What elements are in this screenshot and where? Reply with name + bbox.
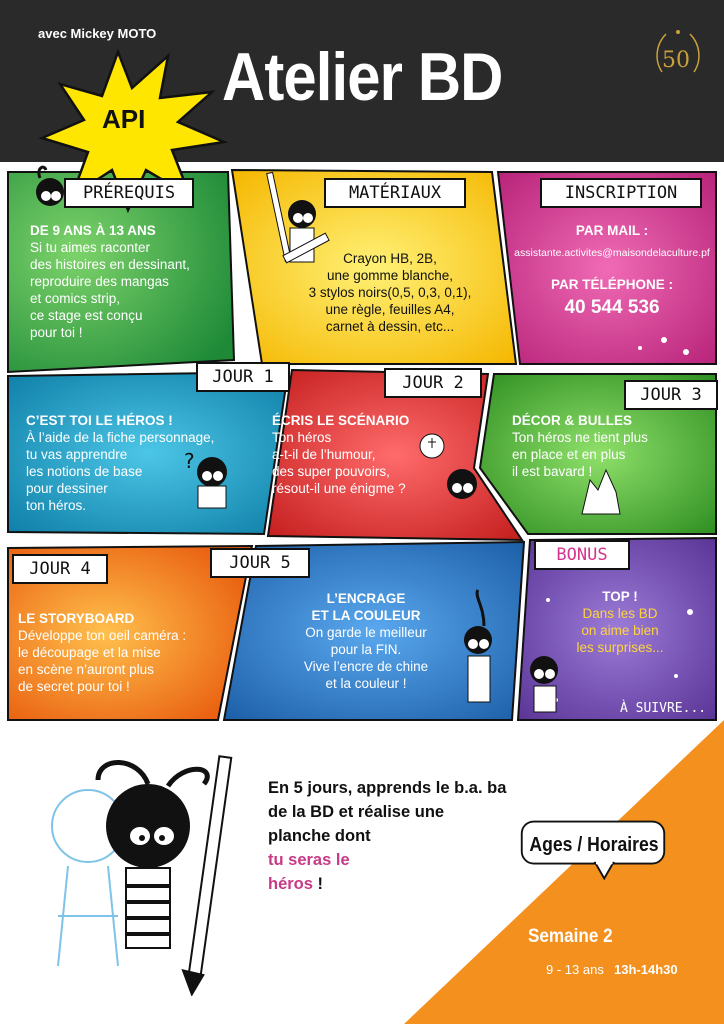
intro-end: ! bbox=[312, 875, 324, 893]
jour5-heading: L’ENCRAGE bbox=[326, 591, 406, 606]
jour1-line: À l’aide de la fiche personnage, bbox=[26, 430, 215, 445]
jour2-line: des super pouvoirs, bbox=[272, 464, 390, 479]
prerequis-line: et comics strip, bbox=[30, 291, 121, 306]
label-bonus: BONUS bbox=[534, 540, 630, 570]
label-inscription: INSCRIPTION bbox=[540, 178, 702, 208]
bonus-text bbox=[560, 588, 680, 656]
anniversary-number: 50 bbox=[662, 48, 690, 73]
mail-link[interactable]: assistante.activites@maisondelaculture.pf bbox=[514, 247, 710, 259]
byline: avec Mickey MOTO bbox=[38, 26, 157, 41]
materiaux-line: 3 stylos noirs(0,5, 0,3, 0,1), bbox=[308, 285, 472, 300]
jour3-line: Ton héros ne tient plus bbox=[512, 430, 648, 445]
jour5-heading: ET LA COULEUR bbox=[311, 608, 421, 623]
label-jour1: JOUR 1 bbox=[196, 362, 290, 392]
jour1-line: tu vas apprendre bbox=[26, 447, 128, 462]
bubble-label: Ages / Horaires bbox=[529, 834, 659, 856]
materiaux-line: une gomme blanche, bbox=[326, 268, 454, 283]
jour1-line: ton héros. bbox=[26, 498, 87, 513]
jour5-line: pour la FIN. bbox=[330, 642, 402, 657]
label-prerequis: PRÉREQUIS bbox=[64, 178, 194, 208]
jour3-line: en place et en plus bbox=[512, 447, 626, 462]
jour2-text bbox=[272, 412, 462, 497]
inscription-text bbox=[512, 222, 712, 316]
phone-heading: PAR TÉLÉPHONE : bbox=[550, 277, 673, 292]
jour1-line: pour dessiner bbox=[26, 481, 108, 496]
jour4-heading: LE STORYBOARD bbox=[18, 611, 135, 626]
jour4-text bbox=[18, 610, 228, 695]
jour4-line: le découpage et la mise bbox=[18, 645, 161, 660]
materiaux-line: une règle, feuilles A4, bbox=[325, 302, 455, 317]
mail-heading: PAR MAIL : bbox=[575, 223, 649, 238]
bonus-footer: À SUIVRE... bbox=[620, 701, 707, 716]
prerequis-line: pour toi ! bbox=[30, 325, 83, 340]
jour2-line: Ton héros bbox=[272, 430, 332, 445]
api-badge: API bbox=[102, 104, 146, 134]
jour1-line: les notions de base bbox=[26, 464, 143, 479]
hours-label: 13h-14h30 bbox=[614, 962, 678, 977]
bonus-line: Dans les BD bbox=[582, 606, 658, 621]
jour5-text bbox=[286, 590, 446, 692]
label-jour3: JOUR 3 bbox=[624, 380, 718, 410]
label-materiaux: MATÉRIAUX bbox=[324, 178, 466, 208]
page-title: Atelier BD bbox=[222, 39, 503, 115]
label-jour5: JOUR 5 bbox=[210, 548, 310, 578]
intro-highlight: héros bbox=[268, 875, 313, 893]
jour4-line: de secret pour toi ! bbox=[18, 679, 130, 694]
ages-label: 9 - 13 ans bbox=[546, 962, 604, 977]
prerequis-line: des histoires en dessinant, bbox=[30, 257, 190, 272]
bonus-heading: TOP ! bbox=[602, 589, 638, 604]
label-jour2: JOUR 2 bbox=[384, 368, 482, 398]
intro-highlight: tu seras le bbox=[268, 851, 350, 869]
jour3-heading: DÉCOR & BULLES bbox=[512, 413, 633, 428]
jour5-line: Vive l’encre de chine bbox=[303, 659, 429, 674]
materiaux-line: Crayon HB, 2B, bbox=[343, 251, 437, 266]
phone-number[interactable]: 40 544 536 bbox=[564, 297, 660, 318]
prerequis-heading: DE 9 ANS À 13 ANS bbox=[30, 223, 156, 238]
label-jour4: JOUR 4 bbox=[12, 554, 108, 584]
hero-drawing-icon bbox=[28, 736, 268, 996]
prerequis-line: reproduire des mangas bbox=[30, 274, 169, 289]
bonus-line: les surprises... bbox=[576, 640, 664, 655]
materiaux-text bbox=[290, 250, 490, 335]
intro-line: En 5 jours, apprends le b.a. ba bbox=[268, 779, 507, 797]
jour2-line: a-t-il de l’humour, bbox=[272, 447, 376, 462]
jour2-heading: ÉCRIS LE SCÉNARIO bbox=[272, 413, 410, 428]
intro-line: de la BD et réalise une bbox=[268, 803, 445, 821]
prerequis-line: Si tu aimes raconter bbox=[30, 240, 151, 255]
prerequis-text bbox=[30, 222, 230, 341]
jour3-text bbox=[512, 412, 712, 480]
bonus-line: on aime bien bbox=[581, 623, 659, 638]
materiaux-line: carnet à dessin, etc... bbox=[325, 319, 455, 334]
jour4-line: Développe ton oeil caméra : bbox=[18, 628, 187, 643]
jour1-heading: C’EST TOI LE HÉROS ! bbox=[26, 413, 173, 428]
intro-line: planche dont bbox=[268, 827, 371, 845]
jour5-line: et la couleur ! bbox=[325, 676, 407, 691]
jour3-line: il est bavard ! bbox=[512, 464, 593, 479]
jour2-line: résout-il une énigme ? bbox=[272, 481, 406, 496]
jour4-line: en scène n’auront plus bbox=[18, 662, 154, 677]
jour1-text bbox=[26, 412, 256, 514]
week-label: Semaine 2 bbox=[528, 926, 613, 947]
svg-text:?: ? bbox=[184, 449, 195, 473]
prerequis-line: ce stage est conçu bbox=[30, 308, 143, 323]
jour5-line: On garde le meilleur bbox=[305, 625, 427, 640]
